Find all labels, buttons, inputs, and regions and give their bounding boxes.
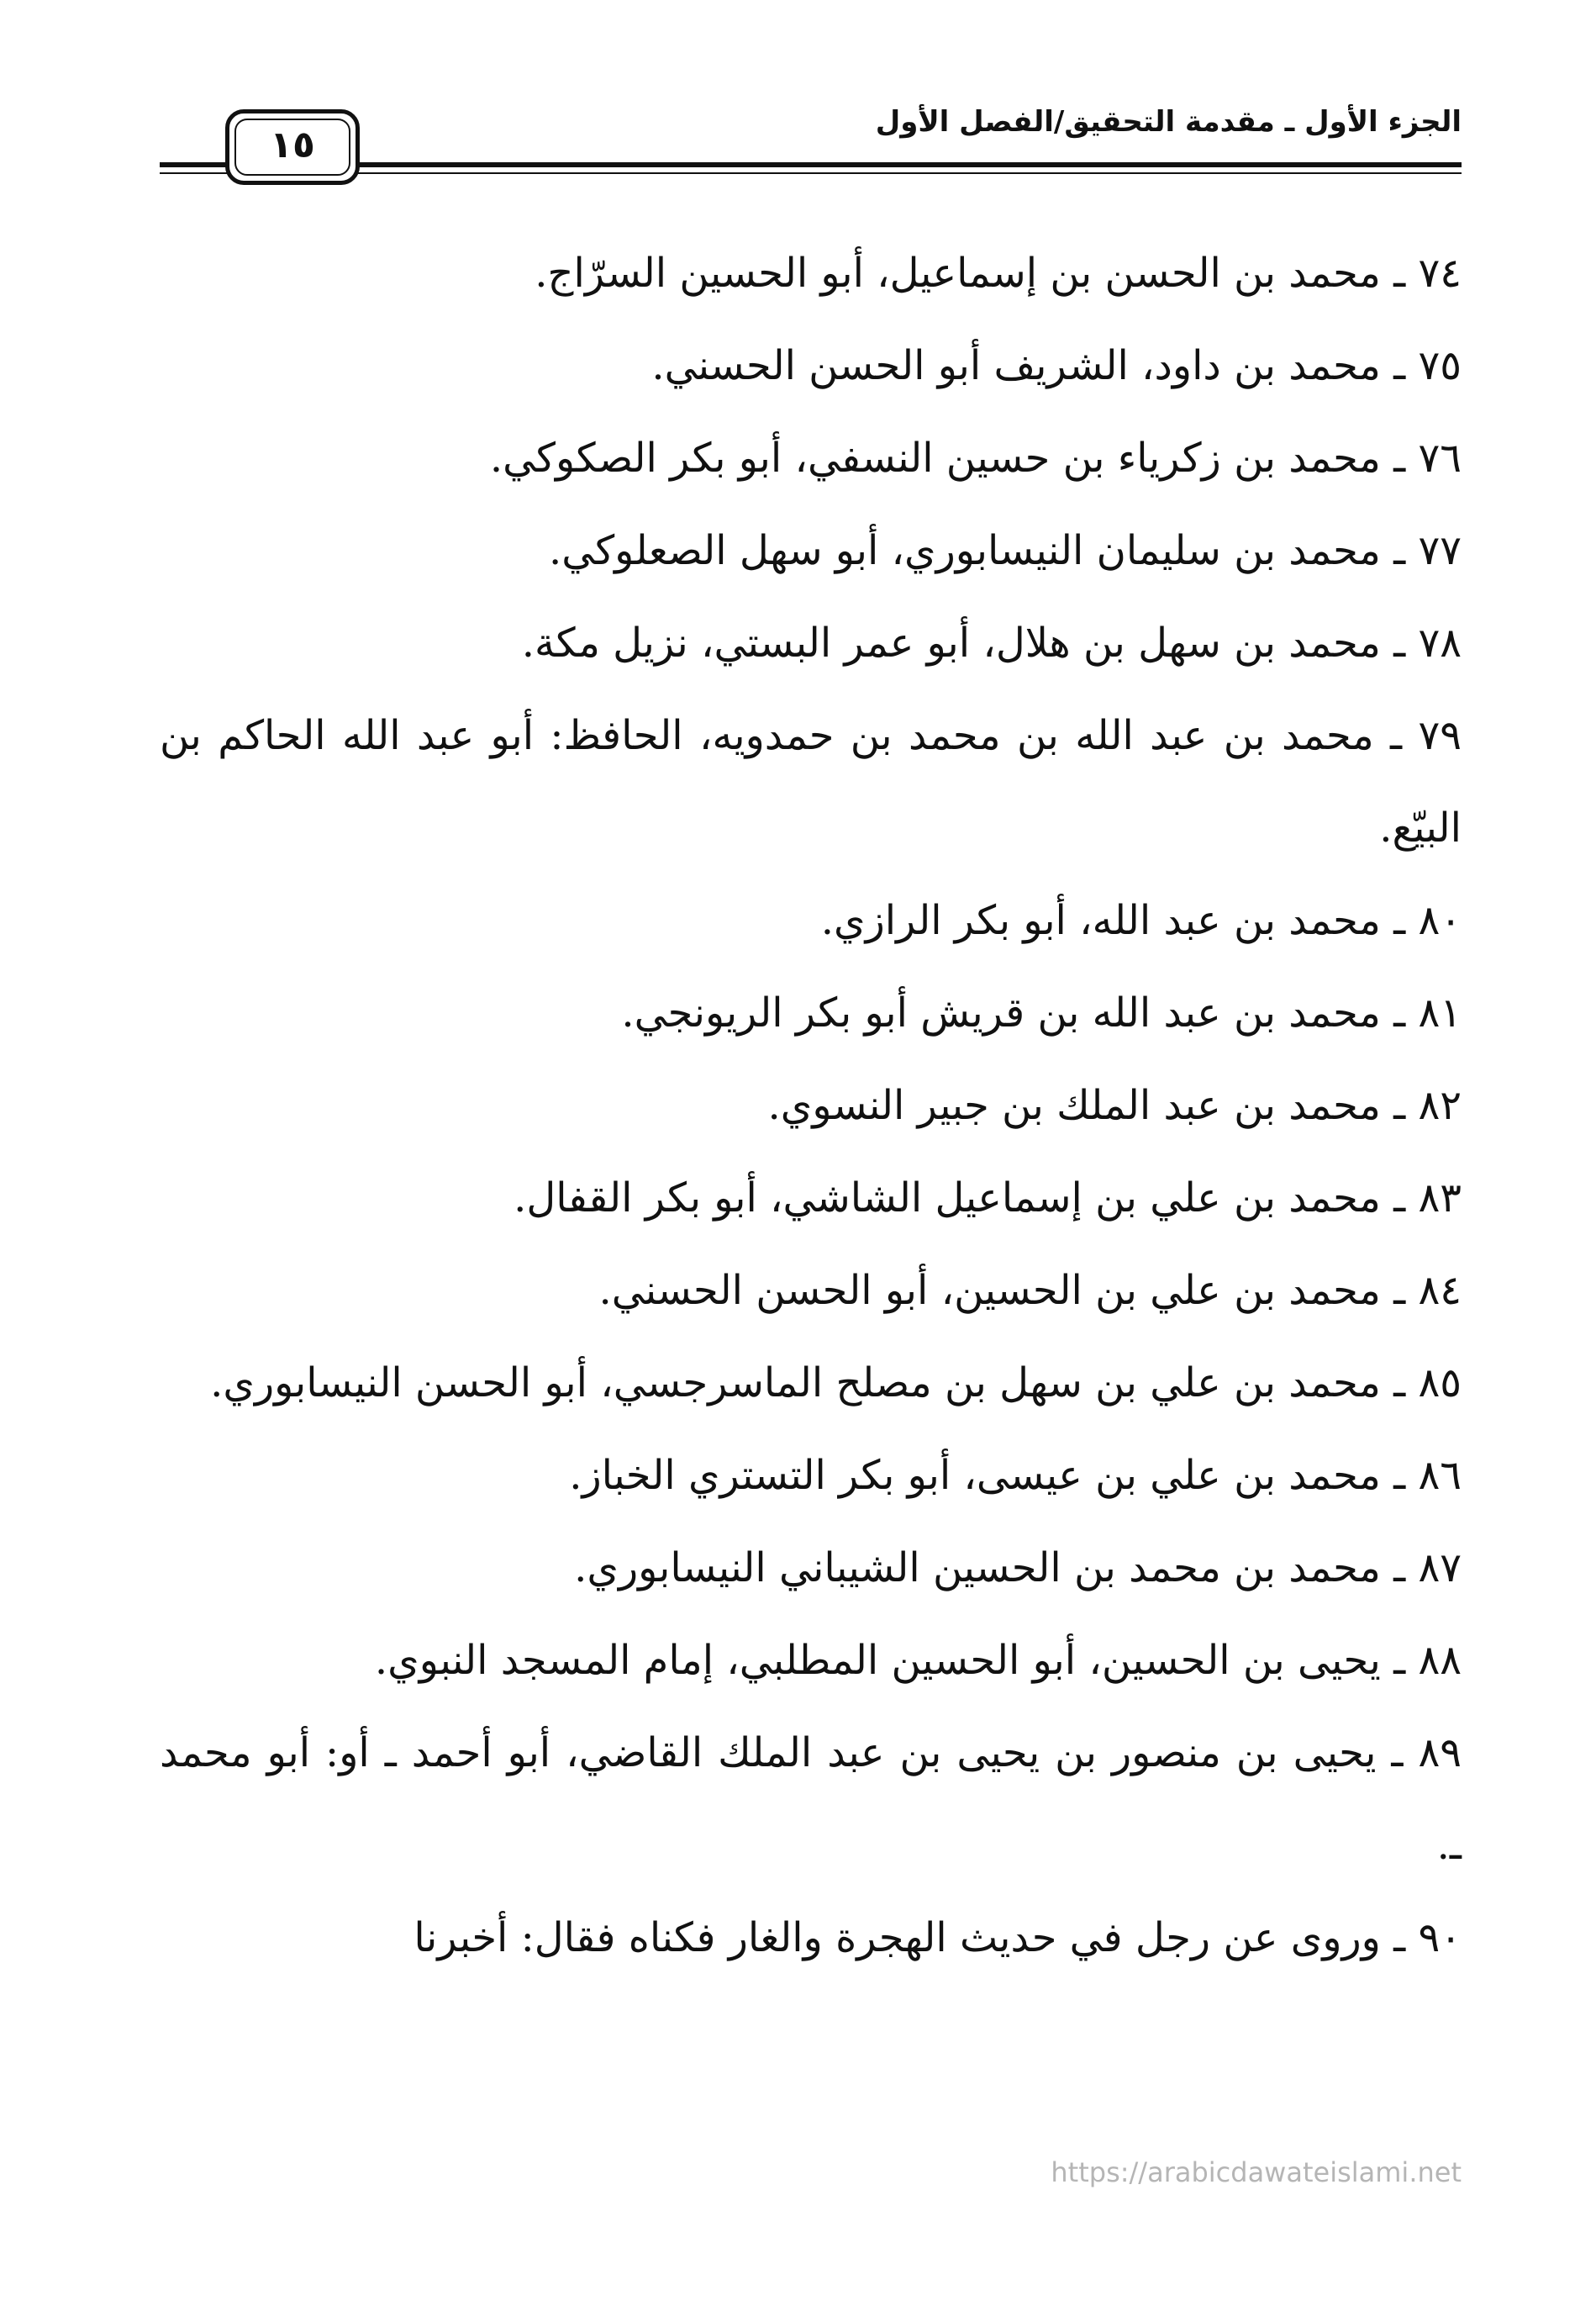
list-item: ٧٩ ـ محمد بن عبد الله بن محمد بن حمدويه، الحافظ: أبو عبد الله الحاكم بن البيّع. [160,712,1462,852]
list-item: ٨٣ ـ محمد بن علي بن إسماعيل الشاشي، أبو بكر القفال. [514,1174,1462,1222]
list-item: ٨٤ ـ محمد بن علي بن الحسين، أبو الحسن الحسني. [598,1267,1462,1314]
watermark-url: https://arabicdawateislami.net [1051,2156,1462,2188]
list-item: ٧٨ ـ محمد بن سهل بن هلال، أبو عمر البستي، نزيل مكة. [521,620,1462,667]
list-item: ٨٨ ـ يحيى بن الحسين، أبو الحسين المطلبي، إمام المسجد النبوي. [374,1637,1462,1684]
list-item: ٨١ ـ محمد بن عبد الله بن قريش أبو بكر الريونجي. [621,989,1462,1037]
list-item: ٧٦ ـ محمد بن زكرياء بن حسين النسفي، أبو بكر الصكوكي. [489,435,1462,482]
list-item: ٩٠ ـ وروى عن رجل في حديث الهجرة والغار فكناه فقال: أخبرنا [413,1914,1462,1961]
list-item: ٨٩ ـ يحيى بن منصور بن يحيى بن عبد الملك القاضي، أبو أحمد ـ أو: أبو محمد ـ. [160,1729,1462,1869]
list-item: ٧٤ ـ محمد بن الحسن بن إسماعيل، أبو الحسين السرّاج. [535,250,1462,297]
page-number: ١٥ [270,124,315,166]
list-item: ٨٥ ـ محمد بن علي بن سهل بن مصلح الماسرجسي، أبو الحسن النيسابوري. [210,1359,1462,1406]
list-item: ٨٠ ـ محمد بن عبد الله، أبو بكر الرازي. [820,897,1462,944]
running-title: الجزء الأول ـ مقدمة التحقيق/الفصل الأول [875,105,1462,139]
page-number-frame [225,109,360,185]
page-header [160,97,1462,206]
list-item: ٨٧ ـ محمد بن محمد بن الحسين الشيباني النيسابوري. [574,1544,1462,1591]
list-item: ٧٥ ـ محمد بن داود، الشريف أبو الحسن الحسني. [651,342,1462,389]
list-item: ٨٢ ـ محمد بن عبد الملك بن جبير النسوي. [767,1082,1462,1129]
narrator-list [160,227,1462,1984]
list-item: ٨٦ ـ محمد بن علي بن عيسى، أبو بكر التستري الخباز. [569,1452,1462,1499]
list-item: ٧٧ ـ محمد بن سليمان النيسابوري، أبو سهل الصعلوكي. [549,527,1462,574]
